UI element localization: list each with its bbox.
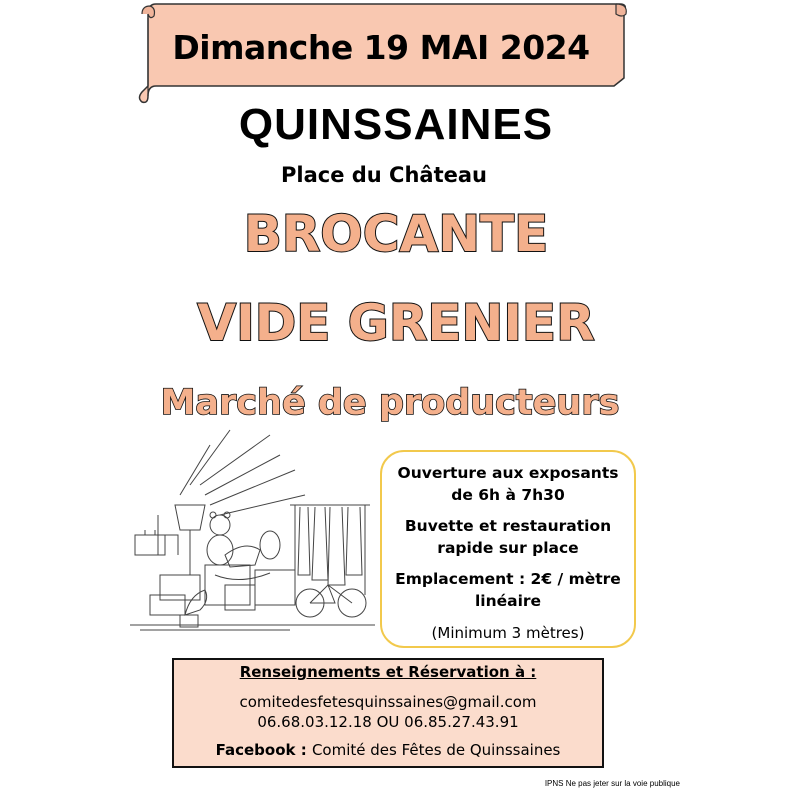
opening-line-2: de 6h à 7h30 (451, 486, 565, 504)
buvette-line-2: rapide sur place (437, 539, 579, 557)
opening-hours (380, 462, 636, 506)
flea-market-sketch-icon (130, 425, 375, 640)
facebook-page: Comité des Fêtes de Quinssaines (311, 741, 561, 759)
opening-line-1: Ouverture aux exposants (397, 464, 619, 482)
contact-phones: 06.68.03.12.18 OU 06.85.27.43.91 (257, 713, 519, 731)
title-marche-producteurs: Marché de producteurs (160, 383, 620, 423)
facebook-label: Facebook : (215, 741, 307, 759)
emplacement-line-1: Emplacement : 2€ / mètre (395, 570, 621, 588)
ipns-notice: IPNS Ne pas jeter sur la voie publique (544, 779, 680, 788)
refreshments-info (380, 515, 636, 559)
pitch-price (380, 568, 636, 612)
minimum-length: (Minimum 3 mètres) (431, 624, 585, 642)
contact-facebook (172, 740, 604, 760)
buvette-line-1: Buvette et restauration (404, 517, 612, 535)
title-vide-grenier: VIDE GRENIER (197, 294, 595, 352)
event-date: Dimanche 19 MAI 2024 (172, 28, 590, 67)
title-brocante: BROCANTE (243, 205, 549, 263)
town-name: QUINSSAINES (238, 100, 554, 149)
contact-heading: Renseignements et Réservation à : (239, 663, 537, 681)
event-location: Place du Château (281, 163, 487, 187)
contact-email: comitedesfetesquinssaines@gmail.com (239, 693, 537, 711)
emplacement-line-2: linéaire (474, 592, 542, 610)
